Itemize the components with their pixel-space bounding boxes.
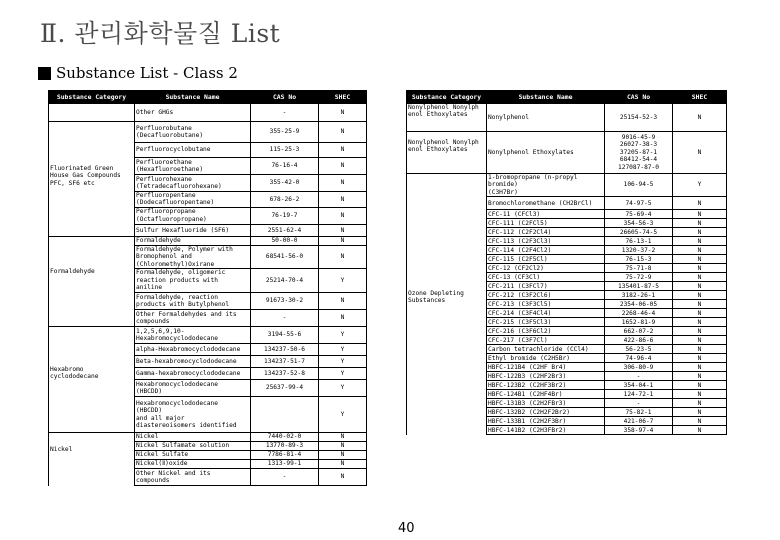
shec-cell: N [673, 354, 727, 363]
substance-name-cell: HBFC-122B3 (C2HF2Br3) [487, 372, 605, 381]
shec-cell: N [319, 433, 367, 442]
cas-number-cell: 3194-55-6 [251, 327, 319, 344]
shec-cell: N [673, 363, 727, 372]
category-cell: Fluorinated Green House Gas Compounds PFC, SF6 etc [49, 122, 135, 237]
cas-number-cell: 358-97-4 [605, 426, 673, 435]
cas-number-cell [251, 397, 319, 433]
table-row [49, 327, 367, 344]
table-header-row [49, 91, 367, 104]
cas-number-cell: 76-15-3 [605, 255, 673, 264]
cas-number-cell: 56-23-5 [605, 345, 673, 354]
cas-number-cell: 106-94-5 [605, 174, 673, 197]
substance-name-cell: Nonylphenol [487, 104, 605, 132]
substance-name-cell: Hexabromocyclododecane (HBCDD) [135, 380, 251, 397]
cas-number-cell: 9016-45-9 26027-38-3 37205-87-1 68412-54-4 127087-87-0 [605, 132, 673, 174]
substance-name-cell: CFC-215 (C3F5Cl3) [487, 318, 605, 327]
category-cell: Nonylphenol Nonylph enol Ethoxylates [407, 132, 487, 174]
substance-name-cell: Perfluorocyclobutane [135, 143, 251, 158]
category-cell: Ozone Depleting Substances [407, 174, 487, 435]
table-row [49, 433, 367, 442]
table-row [407, 104, 727, 132]
shec-cell: N [673, 408, 727, 417]
shec-cell: N [673, 345, 727, 354]
shec-cell: N [319, 293, 367, 310]
cas-number-cell: 7786-81-4 [251, 451, 319, 460]
cas-number-cell: 1652-81-9 [605, 318, 673, 327]
table-header-row [407, 91, 727, 104]
shec-cell: N [673, 417, 727, 426]
shec-cell: N [673, 390, 727, 399]
shec-cell: N [319, 236, 367, 245]
cas-number-cell: 134237-50-6 [251, 344, 319, 356]
cas-number-cell: 678-26-2 [251, 192, 319, 208]
substance-name-cell: Nonylphenol Ethoxylates [487, 132, 605, 174]
table-row [49, 104, 367, 122]
substance-name-cell: Formaldehyde, reaction products with Butylphenol [135, 293, 251, 310]
cas-number-cell: 135401-87-5 [605, 282, 673, 291]
table-row [49, 122, 367, 143]
shec-cell: N [673, 237, 727, 246]
substance-name-cell: CFC-216 (C3F6Cl2) [487, 327, 605, 336]
substance-name-cell: 1-bromopropane (n-propyl bromide) (C3H7Br) [487, 174, 605, 197]
substance-name-cell: CFC-114 (C2F4Cl2) [487, 246, 605, 255]
shec-cell: N [673, 381, 727, 390]
shec-cell: N [673, 318, 727, 327]
shec-cell: N [673, 300, 727, 309]
cas-number-cell: 91673-30-2 [251, 293, 319, 310]
substance-name-cell: CFC-113 (C2F3Cl3) [487, 237, 605, 246]
cas-number-cell: 306-80-9 [605, 363, 673, 372]
substance-name-cell: Formaldehyde [135, 236, 251, 245]
shec-cell: N [673, 246, 727, 255]
cas-number-cell: 124-72-1 [605, 390, 673, 399]
substance-name-cell: CFC-115 (C2F5Cl) [487, 255, 605, 264]
shec-cell: N [673, 132, 727, 174]
cas-number-cell: 421-06-7 [605, 417, 673, 426]
substance-name-cell: HBFC-131B3 (C2H2FBr3) [487, 399, 605, 408]
cas-number-cell: 1313-99-1 [251, 460, 319, 469]
substance-name-cell: Formaldehyde, Polymer with Bromophenol and (Chloromethyl)Oxirane [135, 245, 251, 268]
substance-name-cell: Hexabromocyclododecane (HBCDD) and all major diastereoisomers identified [135, 397, 251, 433]
substance-name-cell: Perfluorobutane (Decafluorobutane) [135, 122, 251, 143]
substance-name-cell: Carbon tetrachloride (CCl4) [487, 345, 605, 354]
cas-number-cell: 75-82-1 [605, 408, 673, 417]
substance-name-cell: CFC-112 (C2F2Cl4) [487, 228, 605, 237]
category-cell [49, 104, 135, 122]
shec-cell: N [319, 207, 367, 224]
category-cell: Nickel [49, 433, 135, 486]
cas-number-cell: 74-96-4 [605, 354, 673, 363]
category-cell: Formaldehyde [49, 236, 135, 326]
cas-number-cell: 134237-52-8 [251, 368, 319, 380]
shec-cell: N [673, 327, 727, 336]
cas-number-cell: - [251, 104, 319, 122]
shec-cell: N [319, 460, 367, 469]
category-cell: Hexabromo cyclododecane [49, 327, 135, 433]
shec-cell: N [673, 197, 727, 210]
shec-cell: N [673, 219, 727, 228]
shec-cell: Y [319, 397, 367, 433]
shec-cell: N [319, 451, 367, 460]
shec-cell: N [673, 399, 727, 408]
cas-number-cell: - [605, 399, 673, 408]
cas-number-cell: 50-00-0 [251, 236, 319, 245]
cas-number-cell: 2354-06-05 [605, 300, 673, 309]
bullet-square-icon [38, 67, 51, 80]
shec-cell: Y [319, 327, 367, 344]
shec-cell: N [319, 192, 367, 208]
shec-cell: N [673, 372, 727, 381]
cas-number-cell: 26605-74-5 [605, 228, 673, 237]
substance-name-cell: Sulfur Hexafluoride (SF6) [135, 224, 251, 236]
shec-cell: Y [673, 174, 727, 197]
shec-cell: N [319, 224, 367, 236]
cas-number-cell: 355-25-9 [251, 122, 319, 143]
shec-cell: Y [319, 356, 367, 368]
cas-number-cell: 422-86-6 [605, 336, 673, 345]
shec-cell: N [673, 264, 727, 273]
cas-number-cell: 2551-62-4 [251, 224, 319, 236]
substance-table-left [48, 90, 367, 486]
substance-name-cell: Nickel [135, 433, 251, 442]
substance-name-cell: alpha-Hexabromocyclododecane [135, 344, 251, 356]
shec-cell: N [673, 309, 727, 318]
cas-number-cell: 74-97-5 [605, 197, 673, 210]
section-heading-text: Substance List - Class 2 [56, 64, 238, 82]
shec-cell: N [673, 336, 727, 345]
shec-cell: N [319, 175, 367, 192]
cas-number-cell: 115-25-3 [251, 143, 319, 158]
shec-cell: N [319, 310, 367, 327]
cas-number-cell: 75-69-4 [605, 210, 673, 219]
substance-name-cell: CFC-212 (C3F2Cl6) [487, 291, 605, 300]
substance-name-cell: Other Formaldehydes and its compounds [135, 310, 251, 327]
shec-cell: N [673, 273, 727, 282]
table-row [407, 132, 727, 174]
shec-cell: N [319, 104, 367, 122]
header-shec: SHEC [673, 91, 727, 104]
shec-cell: Y [319, 368, 367, 380]
shec-cell: N [319, 245, 367, 268]
shec-cell: N [673, 104, 727, 132]
substance-name-cell: CFC-12 (CF2Cl2) [487, 264, 605, 273]
substance-name-cell: HBFC-133B1 (C2H2F3Br) [487, 417, 605, 426]
shec-cell: N [319, 158, 367, 175]
cas-number-cell: 354-56-3 [605, 219, 673, 228]
substance-name-cell: HBFC-124B1 (C2HF4Br) [487, 390, 605, 399]
substance-name-cell: HBFC-132B2 (C2H2F2Br2) [487, 408, 605, 417]
cas-number-cell: 25214-70-4 [251, 269, 319, 293]
shec-cell: N [673, 426, 727, 435]
cas-number-cell: 134237-51-7 [251, 356, 319, 368]
cas-number-cell: - [605, 372, 673, 381]
substance-name-cell: Perfluoropentane (Dodecafluoropentane) [135, 192, 251, 208]
header-shec: SHEC [319, 91, 367, 104]
shec-cell: Y [319, 380, 367, 397]
shec-cell: N [673, 255, 727, 264]
substance-name-cell: CFC-13 (CF3Cl) [487, 273, 605, 282]
section-heading [38, 64, 238, 82]
header-category: Substance Category [49, 91, 135, 104]
cas-number-cell: 354-04-1 [605, 381, 673, 390]
substance-name-cell: Bromochloromethane (CH2BrCl) [487, 197, 605, 210]
substance-name-cell: CFC-111 (C2FCl5) [487, 219, 605, 228]
cas-number-cell: 76-16-4 [251, 158, 319, 175]
cas-number-cell: - [251, 310, 319, 327]
substance-name-cell: HBFC-121B4 (C2HF Br4) [487, 363, 605, 372]
substance-table-right [406, 90, 727, 435]
shec-cell: N [673, 228, 727, 237]
substance-name-cell: Other Nickel and its compounds [135, 469, 251, 486]
substance-name-cell: Gamma-hexabromocyclododecane [135, 368, 251, 380]
substance-name-cell: Perfluoropropane (Octafluoropropane) [135, 207, 251, 224]
page-title: Ⅱ. 관리화학물질 List [40, 19, 281, 48]
cas-number-cell: 3182-26-1 [605, 291, 673, 300]
header-cas: CAS No [605, 91, 673, 104]
cas-number-cell: 25154-52-3 [605, 104, 673, 132]
header-name: Substance Name [487, 91, 605, 104]
substance-name-cell: Perfluoroethane (Hexafluoroethane) [135, 158, 251, 175]
cas-number-cell: 13770-89-3 [251, 442, 319, 451]
cas-number-cell: 1320-37-2 [605, 246, 673, 255]
substance-name-cell: CFC-217 (C3F7Cl) [487, 336, 605, 345]
substance-name-cell: CFC-213 (C3F3Cl5) [487, 300, 605, 309]
header-category: Substance Category [407, 91, 487, 104]
shec-cell: Y [319, 269, 367, 293]
shec-cell: N [673, 282, 727, 291]
shec-cell: N [319, 143, 367, 158]
substance-name-cell: Beta-hexabromocyclododecane [135, 356, 251, 368]
substance-name-cell: CFC-214 (C3F4Cl4) [487, 309, 605, 318]
substance-name-cell: CFC-11 (CFCl3) [487, 210, 605, 219]
cas-number-cell: 355-42-0 [251, 175, 319, 192]
substance-name-cell: HBFC-123B2 (C2HF3Br2) [487, 381, 605, 390]
shec-cell: N [319, 442, 367, 451]
shec-cell: Y [319, 344, 367, 356]
shec-cell: N [319, 469, 367, 486]
cas-number-cell: 76-19-7 [251, 207, 319, 224]
substance-name-cell: CFC-211 (C3FCl7) [487, 282, 605, 291]
substance-name-cell: Nickel Sulfate [135, 451, 251, 460]
header-name: Substance Name [135, 91, 251, 104]
substance-name-cell: 1,2,5,6,9,10- Hexabromocyclododecane [135, 327, 251, 344]
cas-number-cell: 662-07-2 [605, 327, 673, 336]
shec-cell: N [673, 291, 727, 300]
substance-name-cell: Other GHGs [135, 104, 251, 122]
substance-name-cell: Perfluorohexane (Tetradecafluorohexane) [135, 175, 251, 192]
shec-cell: N [319, 122, 367, 143]
cas-number-cell: 75-71-8 [605, 264, 673, 273]
substance-name-cell: Nickel Sulfamate solution [135, 442, 251, 451]
shec-cell: N [673, 210, 727, 219]
substance-name-cell: Ethyl bromide (C2H5Br) [487, 354, 605, 363]
substance-name-cell: Nickel(Ⅱ)oxide [135, 460, 251, 469]
substance-name-cell: Formaldehyde, oligomeric reaction products with aniline [135, 269, 251, 293]
cas-number-cell: 25637-99-4 [251, 380, 319, 397]
cas-number-cell: - [251, 469, 319, 486]
category-cell: Nonylphenol Nonylph enol Ethoxylates [407, 104, 487, 132]
table-row [407, 174, 727, 197]
cas-number-cell: 68541-56-0 [251, 245, 319, 268]
substance-name-cell: HBFC-141B2 (C2H3FBr2) [487, 426, 605, 435]
cas-number-cell: 2268-46-4 [605, 309, 673, 318]
cas-number-cell: 7440-02-0 [251, 433, 319, 442]
header-cas: CAS No [251, 91, 319, 104]
cas-number-cell: 76-13-1 [605, 237, 673, 246]
table-row [49, 236, 367, 245]
cas-number-cell: 75-72-9 [605, 273, 673, 282]
page-number: 40 [398, 521, 415, 536]
